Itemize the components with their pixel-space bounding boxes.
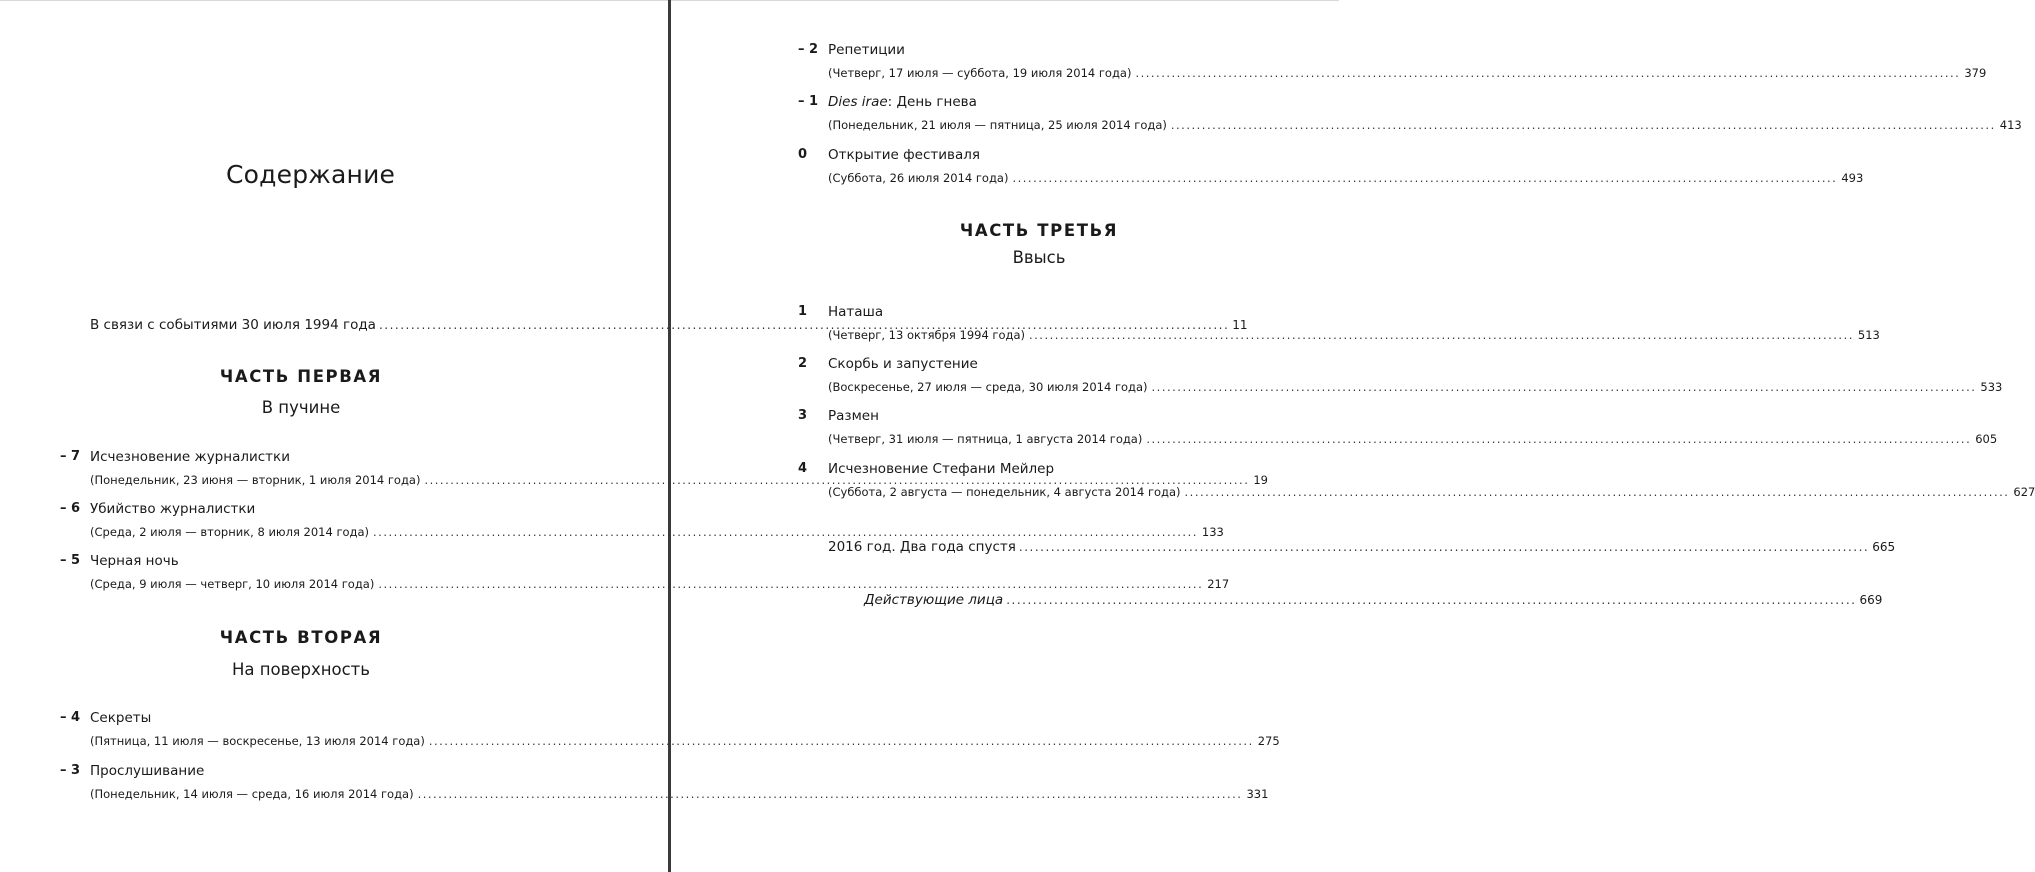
toc-chapter-3[interactable] [798,408,1998,450]
chapter-number: 3 [798,408,808,423]
leader-dots: ................................................................................................................................................................ [1151,380,1977,394]
entry-label: Действующие лица [864,592,1004,608]
part-two-subtitle: На поверхность [231,660,371,679]
toc-chapter-minus-3[interactable] [60,763,1269,805]
leader-dots: ................................................................................................................................................................ [1012,171,1838,185]
chapter-dates: (Суббота, 2 августа — понедельник, 4 августа 2014 года) [828,485,1181,499]
toc-entry-intro[interactable] [90,317,1248,333]
toc-chapter-minus-4[interactable] [60,710,1280,752]
toc-chapter-2[interactable] [798,356,2003,398]
chapter-page-number: 513 [1857,328,1880,342]
chapter-number: – 5 [60,553,81,568]
entry-label: В связи с событиями 30 июля 1994 года [90,317,376,333]
chapter-dates: (Четверг, 17 июля — суббота, 19 июля 2014 года) [828,66,1132,80]
toc-chapter-4[interactable] [798,461,2035,503]
chapter-date-line [90,787,1269,801]
chapter-number: – 6 [60,501,81,516]
chapter-page-number: 331 [1246,787,1269,801]
entry-page-number: 669 [1859,593,1883,607]
chapter-number: – 1 [798,94,819,109]
chapter-title: Прослушивание [90,763,205,779]
part-one-subtitle: В пучине [261,398,341,417]
chapter-date-line [90,577,1230,591]
chapter-title [828,94,977,110]
chapter-number: 2 [798,356,808,371]
leader-dots: ................................................................................................................................................................ [1135,66,1961,80]
toc-chapter-1[interactable] [798,304,1880,346]
leader-dots: ................................................................................................................................................................ [1029,328,1854,342]
toc-entry-characters[interactable] [864,592,1883,608]
chapter-title: Скорбь и запустение [828,356,978,372]
chapter-dates: (Понедельник, 21 июля — пятница, 25 июля 2014 года) [828,118,1167,132]
chapter-title-rest: : День гнева [887,94,977,110]
chapter-number: – 7 [60,449,81,464]
leader-dots: ................................................................................................................................................................ [428,734,1254,748]
leader-dots: ................................................................................................................................................................ [1006,593,1857,607]
toc-chapter-minus-6[interactable] [60,501,1224,543]
chapter-title: Размен [828,408,879,424]
chapter-dates: (Пятница, 11 июля — воскресенье, 13 июля 2014 года) [90,734,425,748]
part-three-heading: ЧАСТЬ ТРЕТЬЯ [959,221,1119,240]
leader-dots: ................................................................................................................................................................ [373,525,1198,539]
chapter-dates: (Понедельник, 14 июля — среда, 16 июля 2014 года) [90,787,414,801]
chapter-page-number: 275 [1257,734,1280,748]
chapter-title: Наташа [828,304,884,320]
chapter-number: – 3 [60,763,81,778]
leader-dots: ................................................................................................................................................................ [1170,118,1996,132]
chapter-page-number: 413 [1999,118,2022,132]
chapter-date-line [828,380,2003,394]
chapter-dates: (Воскресенье, 27 июля — среда, 30 июля 2014 года) [828,380,1148,394]
chapter-date-line [828,432,1998,446]
chapter-title: Исчезновение Стефани Мейлер [828,461,1055,477]
chapter-page-number: 19 [1253,473,1268,487]
chapter-title: Секреты [90,710,152,726]
leader-dots: ................................................................................................................................................................ [417,787,1243,801]
chapter-page-number: 493 [1841,171,1864,185]
chapter-date-line [828,171,1864,185]
chapter-title: Открытие фестиваля [828,147,980,163]
chapter-page-number: 379 [1964,66,1987,80]
toc-entry-epilogue[interactable] [828,539,1896,555]
entry-label: 2016 год. Два года спустя [828,539,1016,555]
right-page [671,0,2035,872]
chapter-date-line [828,485,2035,499]
chapter-date-line [828,328,1880,342]
chapter-date-line [90,734,1280,748]
chapter-date-line [90,473,1268,487]
leader-dots: ................................................................................................................................................................ [1146,432,1972,446]
part-one-heading: ЧАСТЬ ПЕРВАЯ [219,367,383,386]
chapter-date-line [828,66,1987,80]
chapter-title: Исчезновение журналистки [90,449,290,465]
toc-chapter-minus-5[interactable] [60,553,1230,595]
chapter-dates: (Понедельник, 23 июня — вторник, 1 июля 2014 года) [90,473,421,487]
chapter-page-number: 217 [1207,577,1230,591]
chapter-dates: (Четверг, 13 октября 1994 года) [828,328,1025,342]
chapter-number: 4 [798,461,808,476]
chapter-date-line [90,525,1224,539]
part-two-heading: ЧАСТЬ ВТОРАЯ [219,628,383,647]
entry-page-number: 11 [1232,318,1248,332]
chapter-dates: (Суббота, 26 июля 2014 года) [828,171,1009,185]
chapter-number: 1 [798,304,808,319]
chapter-title-italic: Dies irae [828,94,888,110]
chapter-dates: (Четверг, 31 июля — пятница, 1 августа 2014 года) [828,432,1143,446]
chapter-page-number: 627 [2013,485,2035,499]
chapter-dates: (Среда, 9 июля — четверг, 10 июля 2014 года) [90,577,375,591]
chapter-number: – 4 [60,710,81,725]
chapter-title: Убийство журналистки [90,501,256,517]
leader-dots: ................................................................................................................................................................ [378,318,1230,332]
toc-chapter-minus-2[interactable] [798,42,1987,84]
chapter-page-number: 533 [1980,380,2003,394]
chapter-title: Репетиции [828,42,905,58]
chapter-number: 0 [798,147,808,162]
toc-chapter-minus-1[interactable] [798,94,2022,136]
entry-page-number: 665 [1872,540,1896,554]
part-three-subtitle: Ввысь [1012,248,1066,267]
toc-title: Содержание [226,160,396,189]
chapter-page-number: 133 [1201,525,1224,539]
chapter-dates: (Среда, 2 июля — вторник, 8 июля 2014 года) [90,525,370,539]
chapter-date-line [828,118,2022,132]
chapter-page-number: 605 [1975,432,1998,446]
leader-dots: ................................................................................................................................................................ [424,473,1250,487]
chapter-number: – 2 [798,42,819,57]
toc-chapter-0[interactable] [798,147,1864,189]
chapter-title: Черная ночь [90,553,179,569]
leader-dots: ................................................................................................................................................................ [1184,485,2010,499]
leader-dots: ................................................................................................................................................................ [1018,540,1870,554]
leader-dots: ................................................................................................................................................................ [378,577,1204,591]
